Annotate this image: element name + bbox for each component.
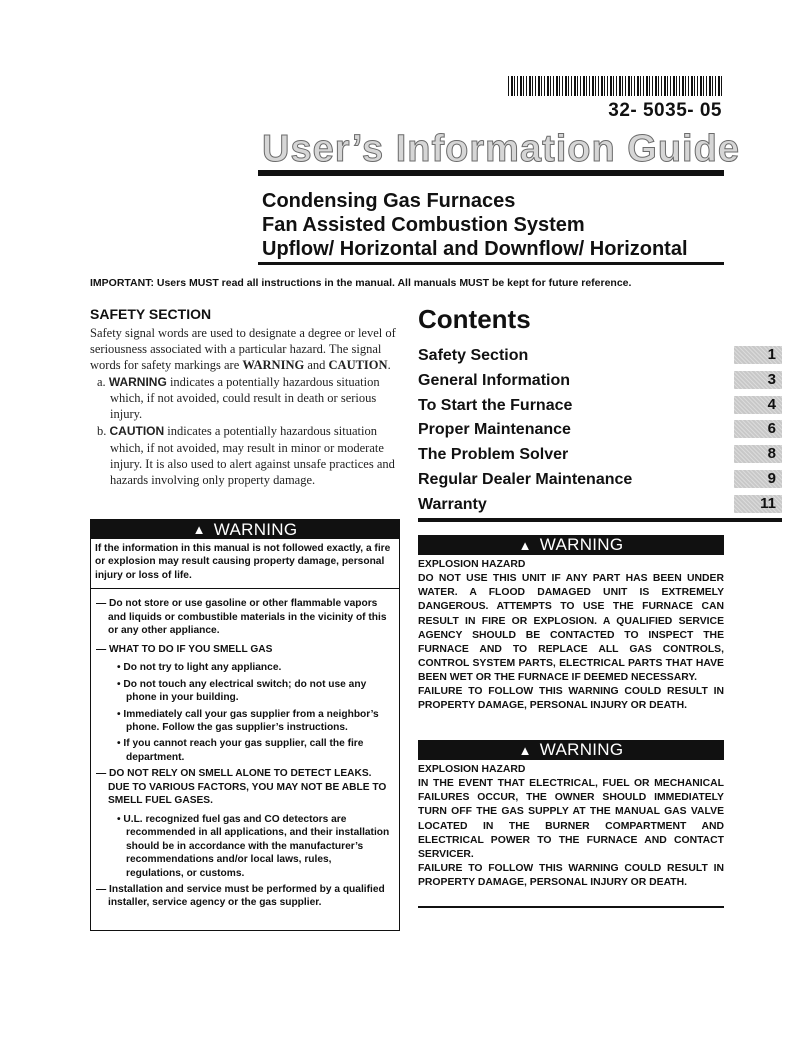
safety-section-heading: SAFETY SECTION	[90, 306, 212, 322]
item-a-text: indicates a potentially hazardous situation which, if not avoided, could result in death or serious injury.	[110, 375, 380, 422]
toc-label: To Start the Furnace	[418, 396, 573, 414]
gas-warning-box	[90, 519, 400, 931]
end-rule	[418, 906, 724, 908]
title-rule	[258, 170, 724, 176]
list-item: • Immediately call your gas supplier from a neighbor’s phone. Follow the gas supplier’s instructions.	[117, 708, 379, 733]
subtitle-line-2: Fan Assisted Combustion System	[262, 214, 585, 236]
contents-title: Contents	[418, 304, 531, 334]
toc-page-number: 3	[734, 371, 782, 389]
guide-title: User’s Information Guide	[262, 128, 740, 170]
document-number: 32- 5035- 05	[608, 100, 722, 121]
safety-item-a	[90, 374, 400, 422]
failure-text: FAILURE TO FOLLOW THIS WARNING COULD RESULT IN PROPERTY DAMAGE, PERSONAL INJURY OR DEATH.	[418, 686, 724, 712]
warning-list	[91, 589, 399, 910]
list-item: • Do not touch any electrical switch; do not use any phone in your building.	[117, 678, 367, 704]
toc-label: General Information	[418, 371, 571, 389]
item-b-prefix: b.	[97, 424, 110, 439]
table-of-contents	[418, 344, 782, 518]
important-notice: IMPORTANT: Users MUST read all instructions in the manual. All manuals MUST be kept for future reference.	[90, 277, 632, 289]
toc-page-number: 1	[734, 346, 782, 364]
hazard-label: EXPLOSION HAZARD	[418, 764, 526, 775]
subtitle-rule	[258, 262, 724, 265]
signal-word-caution: CAUTION	[328, 358, 388, 372]
warning-triangle-icon: ▲	[518, 742, 532, 758]
safety-intro-and: and	[304, 358, 329, 372]
gas-supply-warning-box	[418, 740, 724, 890]
toc-page-number: 11	[734, 495, 782, 513]
toc-page-number: 6	[734, 420, 782, 438]
toc-page-number: 4	[734, 396, 782, 414]
flood-warning-box	[418, 535, 724, 714]
warning-triangle-icon: ▲	[518, 537, 532, 553]
warning-title: WARNING	[539, 740, 624, 759]
list-item: • Do not try to light any appliance.	[117, 662, 282, 674]
warning-intro: If the information in this manual is not followed exactly, a fire or explosion may result causing property damage, personal injury or loss of life.	[91, 539, 399, 589]
toc-item-warranty[interactable]	[418, 493, 782, 518]
warning-body	[418, 555, 724, 714]
warning-header	[418, 535, 724, 555]
hazard-text: DO NOT USE THIS UNIT IF ANY PART HAS BEEN UNDER WATER. A FLOOD DAMAGED UNIT IS EXTREMELY DANGEROUS. ATTEMPTS TO USE THE FURNACE CAN RESULT IN FIRE OR EXPLOSION. A QUALIFIED SERVICE AGENCY SHOULD BE CONTACTED TO INSPECT THE FURNACE AND TO REPLACE ALL GAS CONTROLS, CONTROL SYSTEM PARTS, ELECTRICAL PARTS THAT HAVE BEEN WET OR THE FURNACE IF DEEMED NECESSARY.	[418, 573, 724, 684]
warning-header	[91, 520, 399, 539]
signal-word-warning: WARNING	[242, 358, 305, 372]
toc-item-proper-maintenance[interactable]	[418, 418, 782, 443]
subtitle-line-3: Upflow/ Horizontal and Downflow/ Horizontal	[262, 238, 688, 260]
toc-item-general-information[interactable]	[418, 369, 782, 394]
item-b-text: indicates a potentially hazardous situation which, if not avoided, may result in minor or moderate injury. It is also used to alert against unsafe practices and hazards involving only property damage.	[110, 424, 395, 487]
hazard-label: EXPLOSION HAZARD	[418, 559, 526, 570]
safety-intro-end: .	[387, 358, 391, 372]
toc-page-number: 9	[734, 470, 782, 488]
warning-triangle-icon: ▲	[192, 522, 206, 537]
hazard-text: IN THE EVENT THAT ELECTRICAL, FUEL OR MECHANICAL FAILURES OCCUR, THE OWNER SHOULD IMMEDIATELY TURN OFF THE GAS SUPPLY AT THE MANUAL GAS VALVE LOCATED IN THE BURNER COMPARTMENT AND ELECTRICAL POWER TO THE FURNACE AND CONTACT SERVICER.	[418, 778, 724, 860]
toc-label: Regular Dealer Maintenance	[418, 470, 633, 488]
safety-item-b	[90, 423, 400, 487]
barcode-icon	[508, 76, 722, 96]
warning-body	[418, 760, 724, 890]
item-a-prefix: a.	[97, 375, 109, 389]
item-b-term: CAUTION	[109, 424, 165, 439]
warning-header	[418, 740, 724, 760]
failure-text: FAILURE TO FOLLOW THIS WARNING COULD RESULT IN PROPERTY DAMAGE, PERSONAL INJURY OR DEATH.	[418, 862, 724, 889]
item-a-term: WARNING	[108, 375, 167, 389]
subtitle-line-1: Condensing Gas Furnaces	[262, 190, 516, 212]
toc-label: Safety Section	[418, 347, 529, 364]
list-item: — DO NOT RELY ON SMELL ALONE TO DETECT LEAKS. DUE TO VARIOUS FACTORS, YOU MAY NOT BE ABLE TO SMELL FUEL GASES.	[96, 768, 387, 807]
toc-label: Warranty	[418, 495, 487, 513]
list-item: — Installation and service must be performed by a qualified installer, service agency or the gas supplier.	[96, 883, 385, 909]
toc-label: The Problem Solver	[418, 446, 569, 464]
toc-item-the-problem-solver[interactable]	[418, 443, 782, 468]
contents-rule	[418, 518, 782, 522]
warning-title: WARNING	[539, 535, 624, 554]
warning-title: WARNING	[213, 519, 298, 539]
toc-item-safety-section[interactable]	[418, 344, 782, 369]
list-item: • If you cannot reach your gas supplier, call the fire department.	[117, 738, 364, 763]
toc-label: Proper Maintenance	[418, 421, 571, 439]
list-item: • U.L. recognized fuel gas and CO detectors are recommended in all applications, and their installation should be in accordance with the manufacturer’s recommendations and/or local laws, rules, regulations, or customs.	[117, 813, 390, 879]
toc-item-regular-dealer-maintenance[interactable]	[418, 468, 782, 493]
toc-item-to-start-the-furnace[interactable]	[418, 394, 782, 419]
list-item: — WHAT TO DO IF YOU SMELL GAS	[96, 643, 273, 655]
list-item: — Do not store or use gasoline or other flammable vapors and liquids or combustible materials in the vicinity of this or any other appliance.	[96, 598, 387, 637]
toc-page-number: 8	[734, 445, 782, 463]
safety-intro-text: Safety signal words are used to designate a degree or level of seriousness associated with a particular hazard. The signal words for safety markings are	[90, 326, 396, 372]
safety-section-body	[90, 325, 400, 488]
safety-intro	[90, 325, 400, 373]
